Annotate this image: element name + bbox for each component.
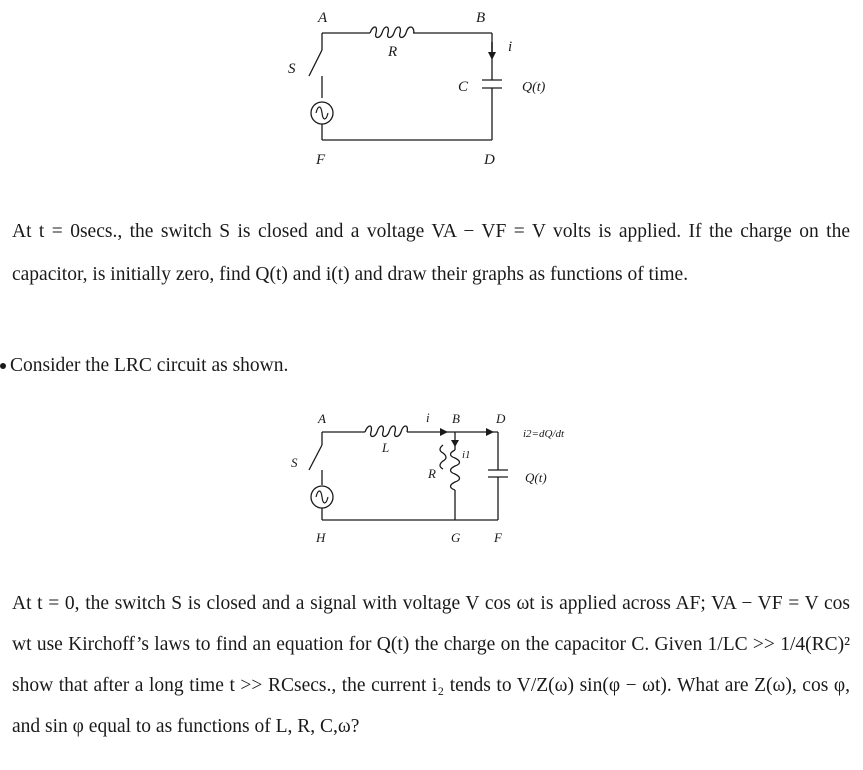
circuit-2-diagram (280, 400, 580, 550)
charge-label: Q(t) (525, 470, 547, 485)
ac-source-icon (316, 491, 328, 503)
node-h-label: H (316, 530, 326, 545)
ac-source-icon (316, 107, 328, 119)
node-f-label: F (494, 530, 502, 545)
problem-2-intro (10, 352, 288, 380)
switch-label: S (288, 61, 296, 77)
resistor-label: R (428, 466, 436, 481)
problem-2-intro-text: Consider the LRC circuit as shown. (10, 355, 289, 376)
list-bullet (0, 363, 6, 369)
branch-current-arrow-icon (451, 440, 459, 447)
problem-1-text (12, 210, 850, 296)
node-g-label: G (451, 530, 461, 545)
problem-1-body: At t = 0secs., the switch S is closed and a voltage VA − VF = V volts is applied. If the charge on the capacitor, is initially zero, find Q(t) and i(t) and draw their graphs as functions of time. (12, 221, 850, 285)
current-arrow-icon (486, 428, 494, 436)
resistor-label: R (388, 44, 398, 60)
current-i-label: i (426, 410, 430, 425)
inductor-label: L (382, 440, 390, 455)
current-i2-label: i2=dQ/dt (523, 428, 565, 440)
charge-label: Q(t) (522, 80, 546, 95)
node-a-label: A (318, 10, 328, 26)
circuit-1-diagram (270, 0, 550, 180)
node-d-label: D (484, 152, 495, 168)
node-b-label: B (452, 411, 460, 426)
node-a-label: A (318, 411, 326, 426)
capacitor-label: C (458, 79, 469, 95)
switch-label: S (291, 455, 298, 470)
problem-2-text (12, 583, 850, 747)
node-d-label: D (496, 411, 506, 426)
problem-2-body: At t = 0, the switch S is closed and a signal with voltage V cos ωt is applied across AF; VA − VF = V cos wt use Kirchoff’s laws to find an equation for Q(t) the charge on the capacitor C. Given 1/LC >> 1/4(RC)² show that after a long time t >> RCsecs., the current i₂ tends to V/Z(ω) sin(φ − ωt). What are Z(ω), cos φ, and sin φ equal to as functions of L, R, C,ω? (12, 593, 850, 737)
current-i1-label: i1 (462, 449, 471, 461)
current-label: i (508, 39, 513, 55)
node-b-label: B (476, 10, 486, 26)
current-arrow-icon (440, 428, 448, 436)
node-f-label: F (316, 152, 326, 168)
